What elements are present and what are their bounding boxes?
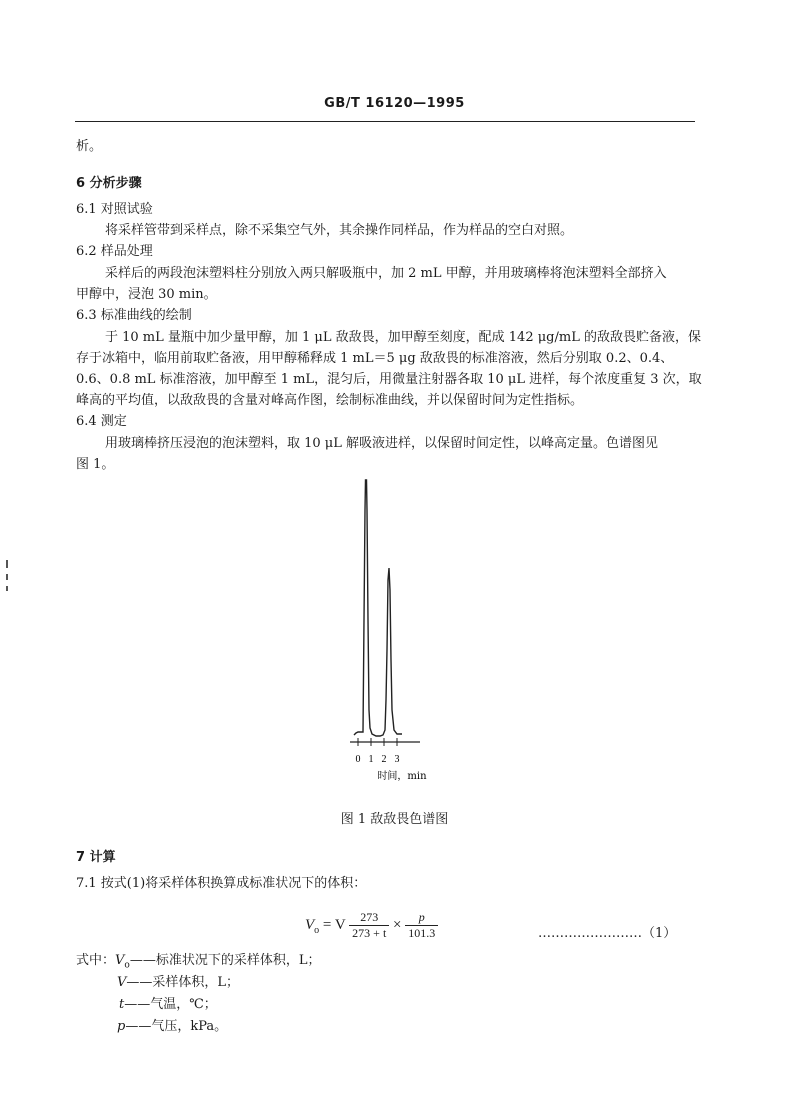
scan-mark [6, 574, 8, 580]
section-6-3-title: 6.3 标准曲线的绘制 [76, 308, 192, 323]
volume-conversion-formula [305, 910, 438, 941]
time-axis-label: 时间，min [377, 771, 427, 782]
where-symbol-v: V [117, 975, 127, 990]
header-rule [75, 121, 695, 122]
where-line-1 [76, 949, 320, 971]
section-6-1-title: 6.1 对照试验 [76, 202, 153, 217]
time-tick-label-2: 2 [381, 754, 387, 765]
formula-equals: = V [319, 916, 350, 933]
where-definition-t: ——气温，℃； [124, 997, 217, 1012]
where-definition-v0: ——标准状况下的采样体积，L； [129, 953, 321, 968]
section-6-3-text-line-4: 峰高的平均值，以敌敌畏的含量对峰高作图，绘制标准曲线，并以保留时间为定性指标。 [76, 393, 584, 408]
section-6-2-text-line-1: 采样后的两段泡沫塑料柱分别放入两只解吸瓶中，加 2 mL 甲醇，并用玻璃棒将泡沫塑料全部挤入 [105, 266, 667, 281]
formula-lhs: V [305, 916, 315, 933]
chromatogram-figure [340, 470, 460, 790]
formula-times: × [389, 916, 406, 933]
section-6-3-text-line-3: 0.6、0.8 mL 标准溶液，加甲醇至 1 mL，混匀后，用微量注射器各取 10 μL 进样，每个浓度重复 3 次，取 [76, 372, 702, 387]
where-symbol-v0: V [115, 953, 125, 968]
where-line-4 [117, 1015, 227, 1034]
scan-mark [6, 586, 8, 591]
section-6-2-text-line-2: 甲醇中，浸泡 30 min。 [76, 287, 217, 302]
where-symbol-p: p [117, 1019, 126, 1034]
section-6-4-text-line-2: 图 1。 [76, 457, 115, 472]
fraction-pressure-numerator: p [405, 910, 438, 926]
formula-fraction-temperature [349, 910, 389, 941]
section-7-title: 7 计算 [76, 850, 116, 865]
formula-fraction-pressure [405, 910, 438, 941]
section-6-1-text: 将采样管带到采样点，除不采集空气外，其余操作同样品，作为样品的空白对照。 [105, 223, 574, 238]
where-symbol-t: t [119, 997, 125, 1012]
section-6-3-text-line-1: 于 10 mL 量瓶中加少量甲醇，加 1 μL 敌敌畏，加甲醇至刻度，配成 142 μg/mL 的敌敌畏贮备液，保 [105, 330, 701, 345]
where-prefix: 式中： [76, 953, 116, 968]
where-line-3 [119, 993, 217, 1012]
fraction-temperature-denominator: 273 + t [352, 926, 387, 940]
where-definition-p: ——气压，kPa。 [125, 1019, 228, 1034]
formula-lhs-subscript: o [314, 924, 320, 936]
section-6-4-text-line-1: 用玻璃棒挤压浸泡的泡沫塑料，取 10 μL 解吸液进样，以保留时间定性，以峰高定量。色谱图见 [105, 436, 659, 451]
where-symbol-v0-subscript: o [124, 960, 130, 971]
continuation-text: 析。 [76, 139, 103, 154]
section-6-4-title: 6.4 测定 [76, 414, 127, 429]
chromatogram-trace [354, 480, 402, 736]
standard-code-header: GB/T 16120—1995 [324, 96, 465, 111]
where-definition-v: ——采样体积，L； [126, 975, 240, 990]
fraction-temperature-numerator: 273 [349, 910, 389, 926]
scan-mark [6, 560, 8, 568]
time-tick-label-1: 1 [368, 754, 374, 765]
figure-1-caption: 图 1 敌敌畏色谱图 [340, 812, 449, 827]
section-7-1-title: 7.1 按式(1)将采样体积换算成标准状况下的体积： [76, 876, 367, 891]
section-6-title: 6 分析步骤 [76, 176, 142, 191]
where-line-2 [117, 971, 239, 990]
formula-number: ……………………（1） [538, 926, 677, 941]
time-tick-label-0: 0 [355, 754, 361, 765]
section-6-2-title: 6.2 样品处理 [76, 244, 153, 259]
fraction-pressure-denominator: 101.3 [408, 926, 436, 940]
section-6-3-text-line-2: 存于冰箱中，临用前取贮备液，用甲醇稀释成 1 mL＝5 μg 敌敌畏的标准溶液，然后分别取 0.2、0.4、 [76, 351, 674, 366]
time-tick-label-3: 3 [394, 754, 400, 765]
